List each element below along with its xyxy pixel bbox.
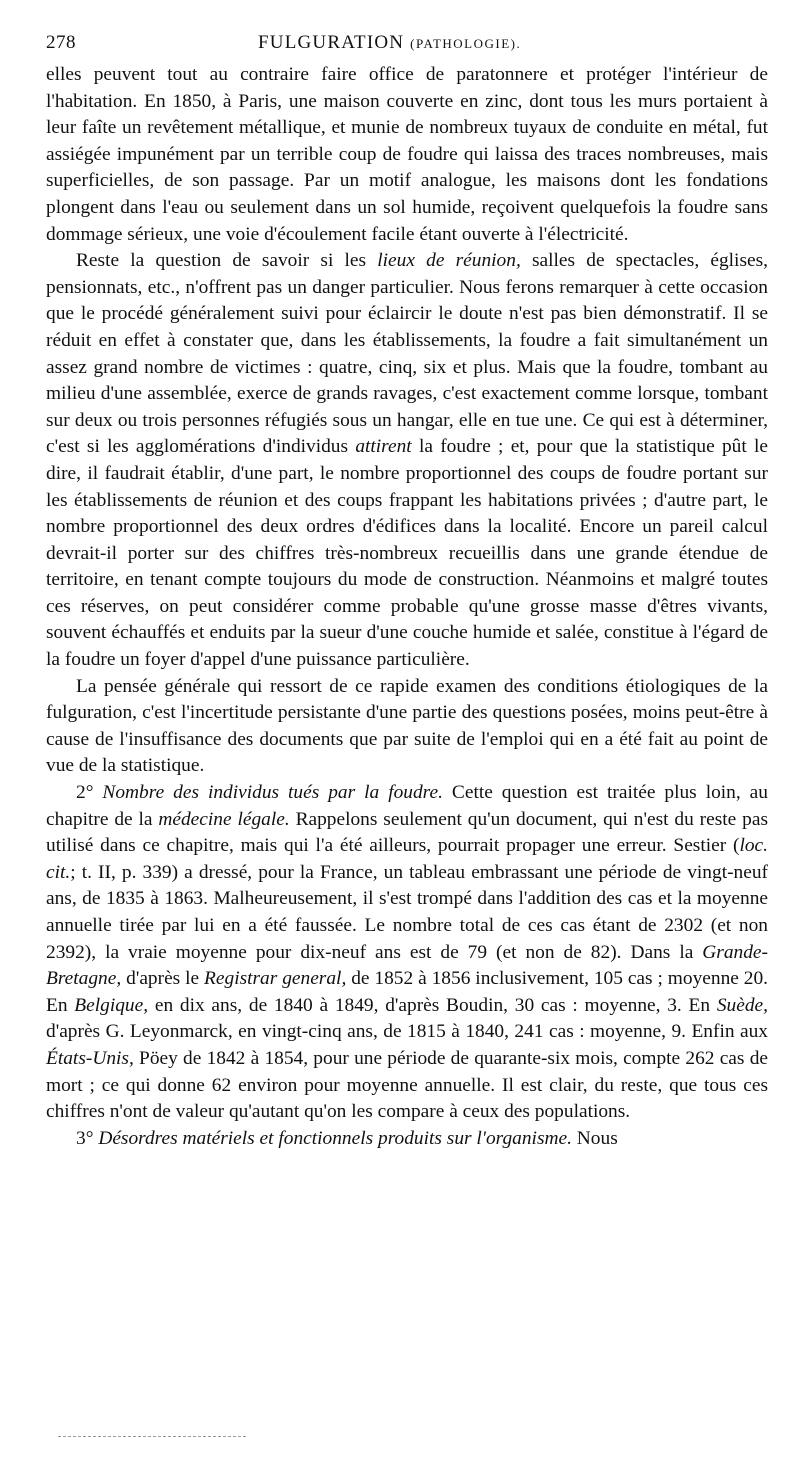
running-title-main: FULGURATION bbox=[258, 32, 405, 53]
paragraph-4-italic-5: Registrar general, bbox=[204, 968, 347, 990]
body-text bbox=[46, 62, 768, 1152]
paragraph-4-text-9: Pöey de 1842 à 1854, pour une période de quarante-six mois, compte 262 cas de mort ; ce qui donne 62 environ pour moyenne annuelle. Il est clair, du reste, que tous ces chiffres n'ont de valeur qu'autant qu'on les compare à ceux des populations. bbox=[46, 1047, 768, 1123]
paragraph-4-italic-6: Belgique, bbox=[74, 994, 149, 1016]
paragraph-3-text: La pensée générale qui ressort de ce rapide examen des conditions étiologiques de la fulguration, c'est l'incertitude persistante d'une partie des questions posées, moins peut-être à cause de l'insuffisance des documents que par suite de l'emploi qui en a été fait au point de vue de la statistique. bbox=[46, 675, 768, 777]
paragraph-4-text-4: ; t. II, p. 339) a dressé, pour la France, un tableau embrassant une période de vingt-neuf ans, de 1835 à 1863. Malheureusement, il s'est trompé dans l'addition des cas et la moyenne annuelle tirée par lui en a été faussée. Le nombre total de ces cas étant de 2302 (et non 2392), la vraie moyenne pour dix-neuf ans est de 79 (et non de 82). Dans la bbox=[46, 861, 768, 963]
paragraph-4-italic-8: États-Unis, bbox=[46, 1047, 134, 1069]
paragraph-4-italic-4: Grande-Bretagne, bbox=[46, 941, 768, 990]
running-title bbox=[258, 32, 521, 54]
paragraph-3 bbox=[46, 674, 768, 780]
section-heading-3: Désordres matériels et fonctionnels produits sur l'organisme. bbox=[98, 1127, 572, 1149]
paragraph-4-text-3: Rappelons seulement qu'un document, qui n'est du reste pas utilisé dans ce chapitre, mais qui l'a été ailleurs, pourrait propager une erreur. Sestier ( bbox=[46, 808, 768, 857]
paragraph-4 bbox=[46, 780, 768, 1126]
paragraph-2-italic-2: attirent bbox=[355, 436, 412, 458]
paragraph-2-text-1: Reste la question de savoir si les bbox=[76, 250, 378, 272]
paragraph-4-text-5: d'après le bbox=[121, 968, 205, 990]
running-header bbox=[46, 28, 768, 62]
paragraph-1-text: elles peuvent tout au contraire faire office de paratonnere et protéger l'intérieur de l'habitation. En 1850, à Paris, une maison couverte en zinc, dont tous les murs portaient à leur faîte un revêtement métallique, et munie de nombreux tuyaux de conduite en métal, fut assiégée impunément par un terrible coup de foudre qui laissa des traces nombreuses, mais superficielles, de son passage. Par un motif analogue, les maisons dont les fondations plongent dans l'eau ou seulement dans un sol humide, reçoivent quelquefois la foudre sans dommage sérieux, une voie d'écoulement facile étant ouverte à l'électricité. bbox=[46, 64, 768, 245]
paragraph-5 bbox=[46, 1126, 768, 1153]
paragraph-4-text-6: de 1852 à 1856 inclusivement, 105 cas ; moyenne 20. En bbox=[46, 968, 769, 1016]
document-page bbox=[46, 28, 768, 1152]
paragraph-2-italic-1: lieux de réunion, bbox=[377, 250, 521, 272]
paragraph-4-text-7: en dix ans, de 1840 à 1849, d'après Boudin, 30 cas : moyenne, 3. En bbox=[148, 994, 717, 1016]
paragraph-2-text-3: la foudre ; et, pour que la statistique pût le dire, il faudrait établir, d'une part, le nombre proportionnel des coups de foudre portant sur les établissements de réunion et des coups frappant les habitations privées ; d'autre part, le nombre proportionnel des deux ordres d'édifices dans la localité. Encore un pareil calcul devrait-il porter sur des chiffres très-nombreux recueillis dans une grande étendue de territoire, en tenant compte toujours du mode de construction. Néanmoins et malgré toutes ces réserves, on peut considérer comme probable qu'une grosse masse d'êtres vivants, souvent échauffés et enduits par la sueur d'une couche humide et salée, constitue à l'égard de la foudre un foyer d'appel d'une puissance particulière. bbox=[46, 436, 768, 671]
paragraph-4-italic-2: médecine légale. bbox=[158, 808, 290, 830]
footer-rule bbox=[58, 1436, 246, 1437]
paragraph-4-italic-3: loc. cit. bbox=[46, 835, 768, 883]
paragraph-4-italic-7: Suède, bbox=[716, 994, 768, 1016]
paragraph-4-text-2: Cette question est traitée plus loin, au chapitre de la bbox=[46, 782, 768, 830]
paragraph-5-text-1: 3° bbox=[76, 1127, 99, 1149]
paragraph-2 bbox=[46, 248, 768, 674]
section-heading-2: Nombre des individus tués par la foudre. bbox=[102, 782, 443, 804]
paragraph-1 bbox=[46, 62, 768, 248]
running-title-sub: (PATHOLOGIE). bbox=[410, 36, 522, 51]
paragraph-4-text-8: d'après G. Leyonmarck, en vingt-cinq ans, de 1815 à 1840, 241 cas : moyenne, 9. Enfin aux bbox=[46, 1021, 768, 1043]
page-number: 278 bbox=[46, 32, 76, 53]
paragraph-2-text-2: salles de spectacles, églises, pensionnats, etc., n'offrent pas un danger particulier. Nous ferons remarquer à cette occasion que le procédé généralement suivi pour éclaircir le doute n'est pas bien démonstratif. Il se réduit en effet à constater que, dans les établissements, la foudre a fait simultanément un assez grand nombre de victimes : quatre, cinq, six et plus. Mais que la foudre, tombant au milieu d'une assemblée, exerce de grands ravages, c'est exactement comme lorsque, tombant sur deux ou trois personnes réfugiés sous un hangar, elle en tue une. Ce qui est à déterminer, c'est si les agglomérations d'individus bbox=[46, 250, 768, 458]
paragraph-5-text-2: Nous bbox=[571, 1127, 618, 1149]
paragraph-4-text-1: 2° bbox=[76, 782, 103, 804]
